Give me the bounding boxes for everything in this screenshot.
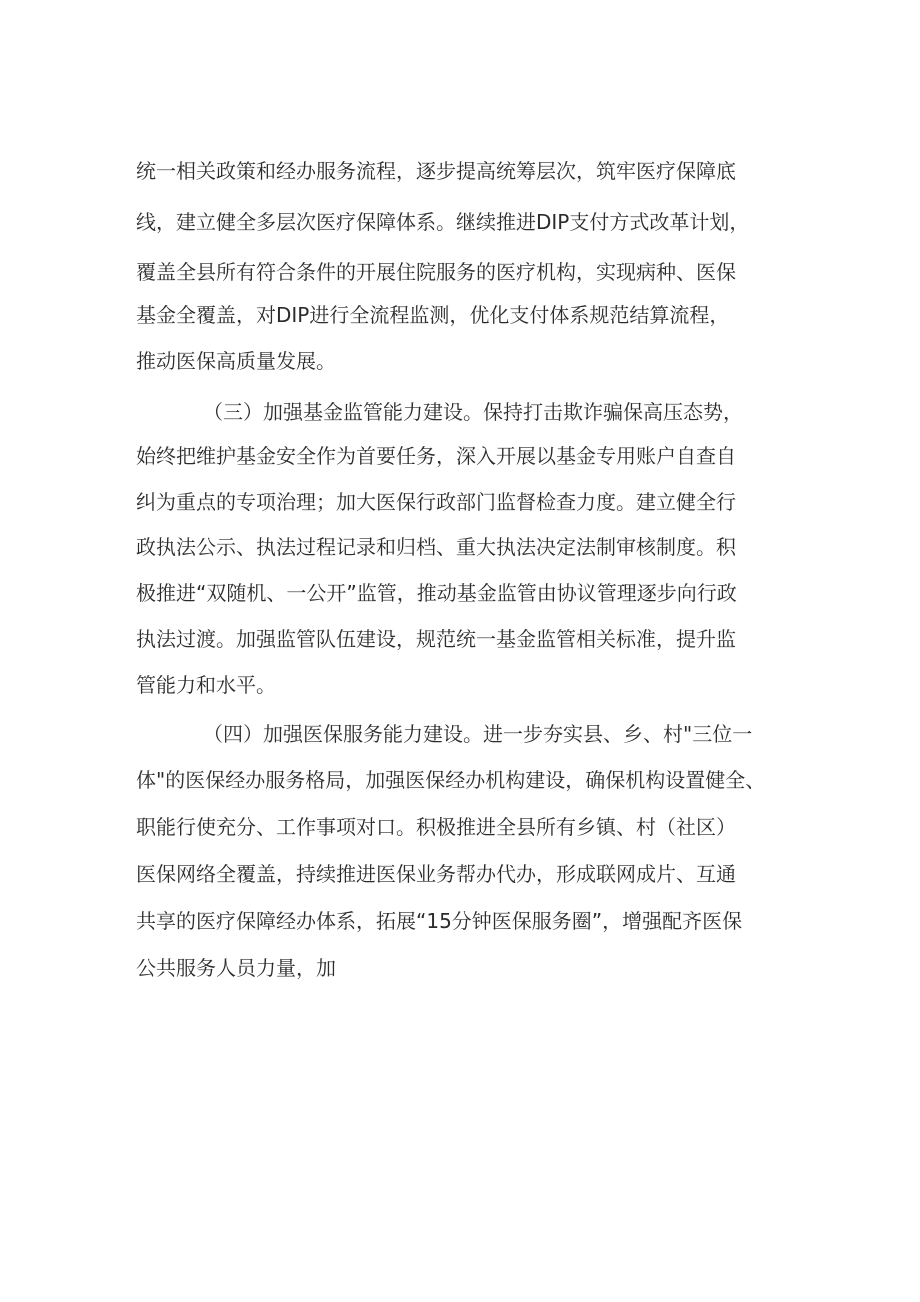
paragraph-2-line-4: 政执法公示、执法过程记录和归档、重大执法决定法制审核制度。积 — [136, 535, 736, 559]
paragraph-1-line-3: 覆盖全县所有符合条件的开展住院服务的医疗机构，实现病种、医保 — [136, 260, 736, 284]
paragraph-2-line-1: （三）加强基金监管能力建设。保持打击欺诈骗保高压态势， — [203, 400, 743, 424]
paragraph-3-line-1: （四）加强医保服务能力建设。进一步夯实县、乡、村"三位一 — [203, 722, 753, 746]
paragraph-2-line-7: 管能力和水平。 — [136, 673, 276, 697]
paragraph-1-line-2: 线，建立健全多层次医疗保障体系。继续推进DIP支付方式改革计划， — [136, 210, 750, 234]
paragraph-2-line-5: 极推进“双随机、一公开”监管，推动基金监管由协议管理逐步向行政 — [136, 581, 737, 605]
paragraph-3-line-4: 医保网络全覆盖，持续推进医保业务帮办代办，形成联网成片、互通 — [136, 862, 736, 886]
paragraph-3-line-3: 职能行使充分、工作事项对口。积极推进全县所有乡镇、村（社区） — [136, 815, 736, 839]
paragraph-3-line-2: 体"的医保经办服务格局，加强医保经办机构建设，确保机构设置健全、 — [136, 768, 766, 792]
paragraph-3-line-5: 共享的医疗保障经办体系，拓展“15分钟医保服务圈”，增强配齐医保 — [136, 909, 743, 933]
paragraph-1-line-5: 推动医保高质量发展。 — [136, 349, 336, 373]
paragraph-3-line-6: 公共服务人员力量，加 — [136, 956, 336, 980]
paragraph-2-line-6: 执法过渡。加强监管队伍建设，规范统一基金监管相关标准，提升监 — [136, 627, 736, 651]
paragraph-2-line-3: 纠为重点的专项治理；加大医保行政部门监督检查力度。建立健全行 — [136, 490, 736, 514]
paragraph-1-line-4: 基金全覆盖，对DIP进行全流程监测，优化支付体系规范结算流程， — [136, 303, 730, 327]
paragraph-1-line-1: 统一相关政策和经办服务流程，逐步提高统筹层次，筑牢医疗保障底 — [136, 159, 736, 183]
paragraph-2-line-2: 始终把维护基金安全作为首要任务，深入开展以基金专用账户自查自 — [136, 444, 736, 468]
